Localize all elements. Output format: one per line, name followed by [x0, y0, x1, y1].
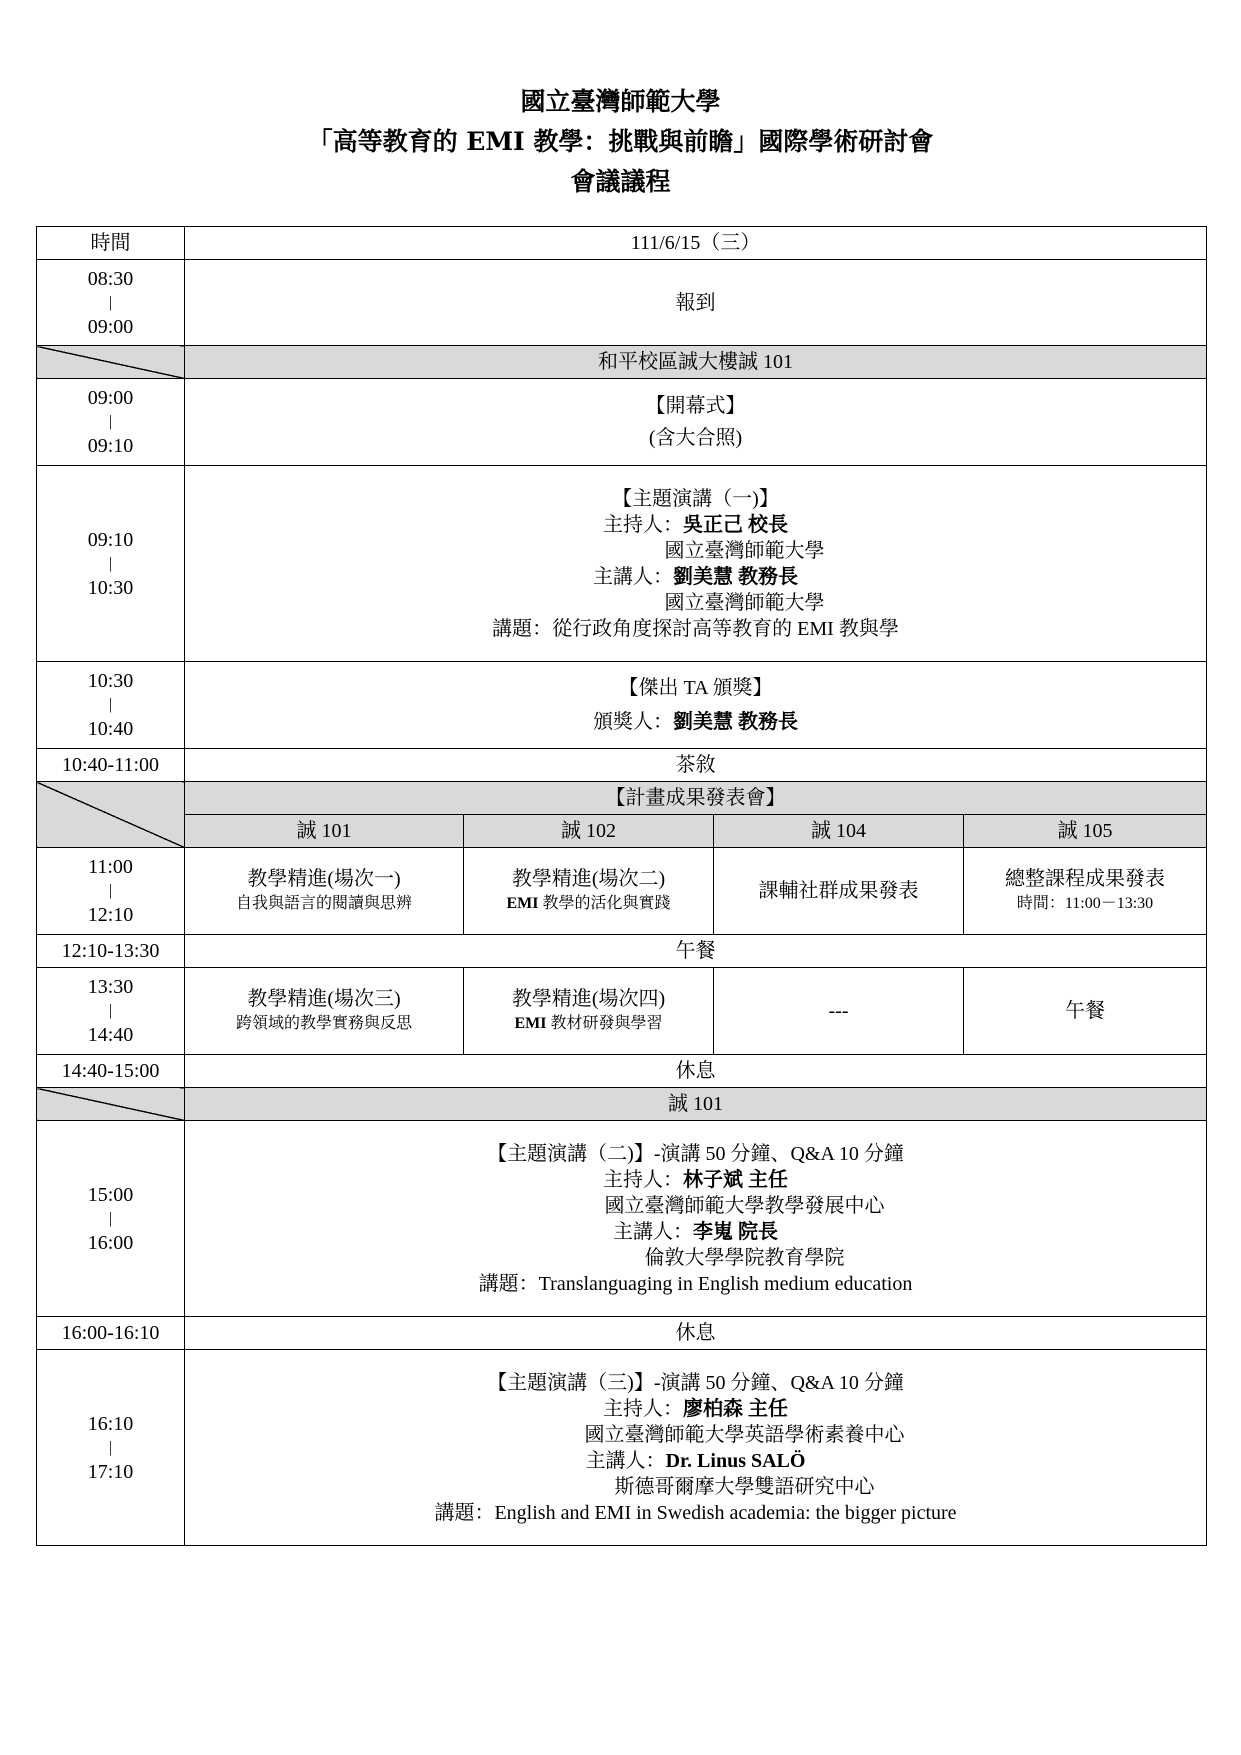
agenda-table	[36, 226, 1207, 1546]
date-header: 111/6/15（三）	[185, 227, 1207, 260]
session-cell: ---	[714, 968, 964, 1055]
lunch-row	[37, 935, 1207, 968]
lunch-cell: 午餐	[185, 935, 1207, 968]
time-cell: 09:00 | 09:10	[37, 379, 185, 466]
session-cell: 教學精進(場次四) EMI 教材研發與學習	[464, 968, 714, 1055]
keynote1-host-org: 國立臺灣師範大學	[664, 539, 825, 562]
time-cell: 14:40-15:00	[37, 1055, 185, 1088]
session-cell: 課輔社群成果發表	[714, 848, 964, 935]
time-cell: 16:00-16:10	[37, 1317, 185, 1350]
room-header: 誠 101	[185, 815, 464, 848]
break1-row	[37, 1055, 1207, 1088]
keynote2-speaker-org: 倫敦大學學院教育學院	[644, 1246, 845, 1269]
keynote1-detail	[185, 466, 1207, 662]
diagonal-cell	[37, 1088, 185, 1121]
document-header	[0, 82, 1241, 202]
diagonal-cell	[37, 782, 185, 848]
time-cell: 10:30 | 10:40	[37, 662, 185, 749]
break-cell: 休息	[185, 1055, 1207, 1088]
keynote3-host: 主持人：廖柏森 主任	[603, 1397, 788, 1420]
session-cell: 教學精進(場次一) 自我與語言的閱讀與思辨	[185, 848, 464, 935]
keynote2-detail	[185, 1121, 1207, 1317]
opening-note: (含大合照)	[648, 427, 743, 449]
keynote2-title: 【主題演講（二)】-演講 50 分鐘、Q&A 10 分鐘	[487, 1142, 904, 1165]
break2-row	[37, 1317, 1207, 1350]
opening-title: 【開幕式】	[645, 395, 746, 417]
keynote3-host-org: 國立臺灣師範大學英語學術素養中心	[584, 1423, 905, 1446]
time-cell: 11:00 | 12:10	[37, 848, 185, 935]
project-title-cell: 【計畫成果發表會】	[185, 782, 1207, 815]
session-cell: 教學精進(場次三) 跨領域的教學實務與反思	[185, 968, 464, 1055]
venue-cell: 誠 101	[185, 1088, 1207, 1121]
venue-cell: 和平校區誠大樓誠 101	[185, 346, 1207, 379]
keynote1-host: 主持人：吳正己 校長	[603, 513, 788, 536]
session1-row	[37, 848, 1207, 935]
conference-title: 「高等教育的 EMI 教學：挑戰與前瞻」國際學術研討會	[307, 127, 934, 156]
table-header-row	[37, 227, 1207, 260]
venue-row	[37, 346, 1207, 379]
tea-row	[37, 749, 1207, 782]
time-cell: 10:40-11:00	[37, 749, 185, 782]
time-cell: 13:30 | 14:40	[37, 968, 185, 1055]
keynote1-speaker-org: 國立臺灣師範大學	[664, 591, 825, 614]
keynote2-host: 主持人：林子斌 主任	[603, 1168, 788, 1191]
time-column-header: 時間	[37, 227, 185, 260]
session-cell: 教學精進(場次二) EMI 教學的活化與實踐	[464, 848, 714, 935]
time-cell: 12:10-13:30	[37, 935, 185, 968]
break-cell: 休息	[185, 1317, 1207, 1350]
keynote3-detail	[185, 1350, 1207, 1546]
keynote2-speaker: 主講人：李嵬 院長	[613, 1220, 778, 1243]
keynote1-title: 【主題演講（一)】	[612, 487, 779, 510]
keynote2-row	[37, 1121, 1207, 1317]
keynote2-host-org: 國立臺灣師範大學教學發展中心	[604, 1194, 885, 1217]
registration-row	[37, 260, 1207, 346]
keynote3-topic: 講題：English and EMI in Swedish academia: the bigger picture	[434, 1501, 957, 1524]
room-header: 誠 104	[714, 815, 964, 848]
keynote2-topic: 講題：Translanguaging in English medium education	[478, 1272, 913, 1295]
ta-award-title: 【傑出 TA 頒獎】	[618, 677, 773, 699]
agenda-title: 會議議程	[570, 167, 671, 196]
opening-cell	[185, 379, 1207, 466]
room-header: 誠 105	[964, 815, 1207, 848]
ta-award-row	[37, 662, 1207, 749]
session2-row	[37, 968, 1207, 1055]
time-cell: 16:10 | 17:10	[37, 1350, 185, 1546]
venue2-row	[37, 1088, 1207, 1121]
project-title-row	[37, 782, 1207, 815]
keynote3-speaker-org: 斯德哥爾摩大學雙語研究中心	[614, 1475, 875, 1498]
keynote1-speaker: 主講人：劉美慧 教務長	[593, 565, 798, 588]
registration-cell: 報到	[185, 260, 1207, 346]
session-cell: 午餐	[964, 968, 1207, 1055]
time-cell: 08:30 | 09:00	[37, 260, 185, 346]
session-cell: 總整課程成果發表 時間：11:00－13:30	[964, 848, 1207, 935]
diagonal-cell	[37, 346, 185, 379]
ta-award-cell	[185, 662, 1207, 749]
time-cell: 09:10 | 10:30	[37, 466, 185, 662]
keynote1-topic: 講題：從行政角度探討高等教育的 EMI 教與學	[492, 617, 899, 640]
university-name: 國立臺灣師範大學	[520, 87, 721, 116]
keynote3-title: 【主題演講（三)】-演講 50 分鐘、Q&A 10 分鐘	[487, 1371, 904, 1394]
tea-cell: 茶敘	[185, 749, 1207, 782]
room-header-row	[37, 815, 1207, 848]
room-header: 誠 102	[464, 815, 714, 848]
keynote3-speaker: 主講人：Dr. Linus SALÖ	[585, 1449, 806, 1472]
opening-row	[37, 379, 1207, 466]
time-cell: 15:00 | 16:00	[37, 1121, 185, 1317]
keynote3-row	[37, 1350, 1207, 1546]
ta-award-presenter: 頒獎人：劉美慧 教務長	[593, 711, 798, 733]
keynote1-row	[37, 466, 1207, 662]
